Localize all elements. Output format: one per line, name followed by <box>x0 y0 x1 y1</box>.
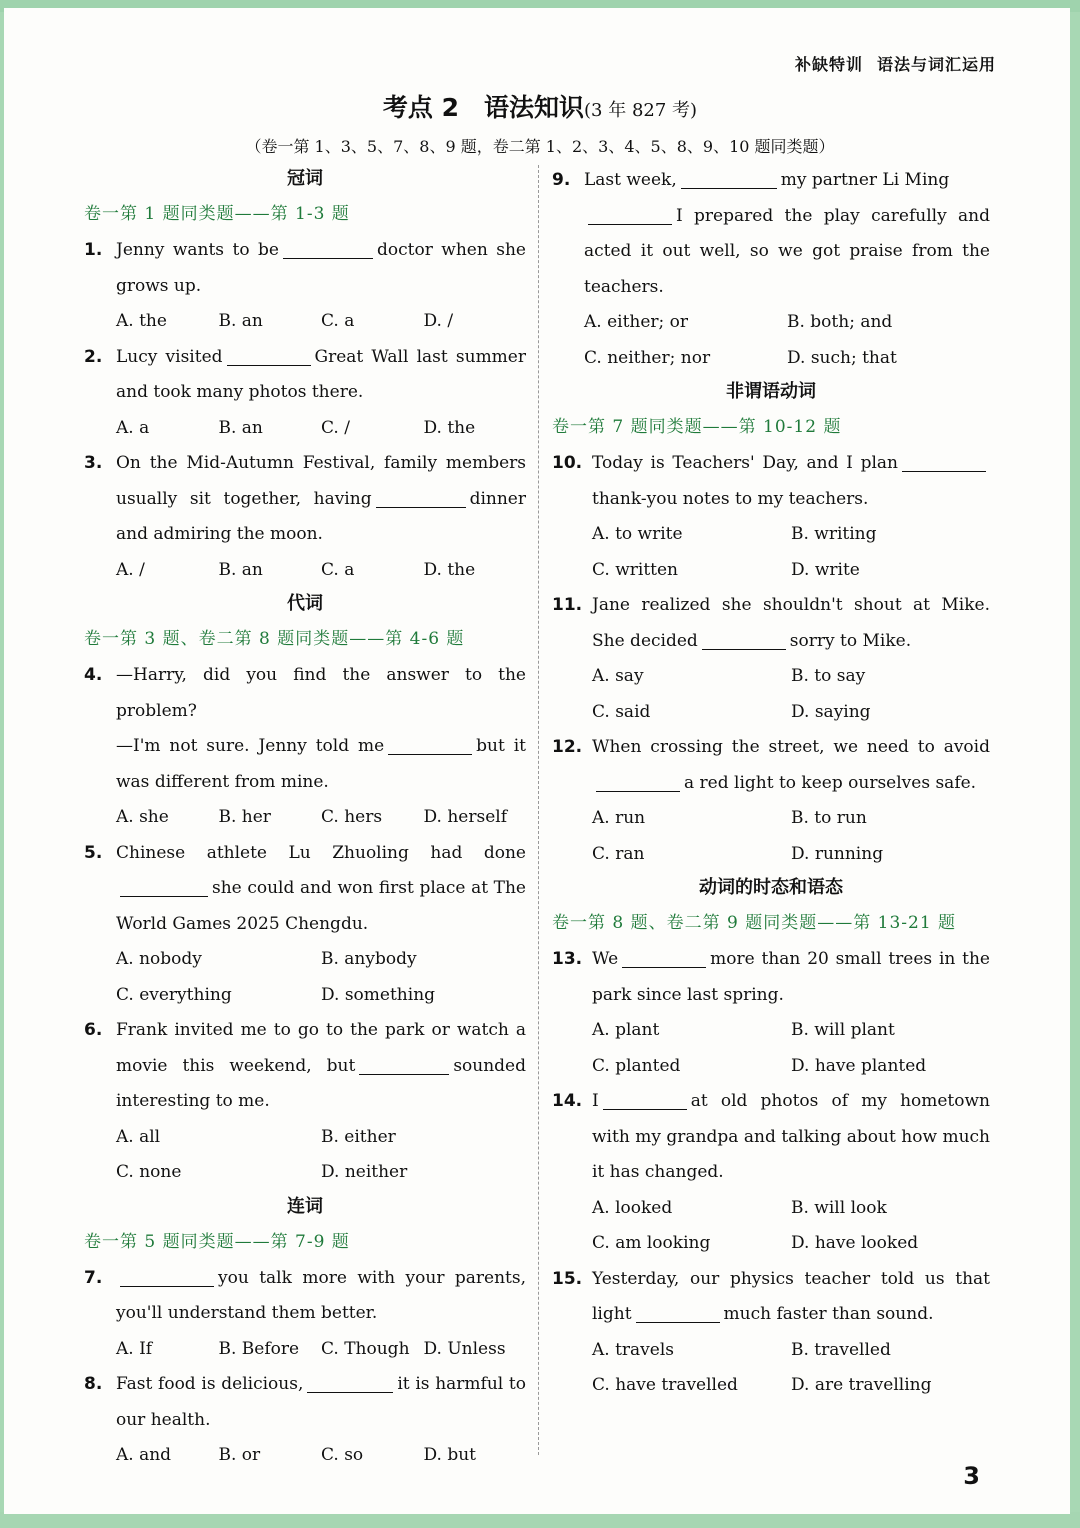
option: C. / <box>321 417 350 438</box>
question-number: 2. <box>84 346 103 367</box>
question-number: 4. <box>84 665 103 685</box>
question-number: 11. <box>552 595 583 615</box>
option: B. anybody <box>321 949 417 969</box>
question-14: 14. I at old photos of my hometown with my grandpa and talking about how much it has changed. <box>552 1084 990 1191</box>
option: C. a <box>321 559 355 580</box>
question-4: 4. —Harry, did you find the answer to the problem? —I'm not sure. Jenny told me but it was different from mine. <box>84 658 526 800</box>
section-sub-tense-voice: 卷一第 8 题、卷二第 9 题同类题——第 13-21 题 <box>552 913 957 933</box>
option: D. but <box>423 1445 476 1465</box>
answer-blank <box>227 348 311 366</box>
question-1: 1. Jenny wants to be doctor when she grows up. <box>84 233 526 304</box>
option: D. write <box>791 559 860 580</box>
question-12: 12. When crossing the street, we need to avoida red light to keep ourselves safe. <box>552 730 990 801</box>
option: A. looked <box>592 1197 673 1218</box>
option: A. / <box>116 559 145 580</box>
option: B. an <box>218 417 263 438</box>
question-15: 15. Yesterday, our physics teacher told us that light much faster than sound. <box>552 1262 990 1333</box>
option: C. neither; nor <box>584 347 711 368</box>
question-5: 5. Chinese athlete Lu Zhuoling had doneshe could and won first place at The World Games 2025 Chengdu. <box>84 836 526 943</box>
option: A. plant <box>592 1020 660 1040</box>
option: B. Before <box>218 1338 300 1359</box>
options-15 <box>552 1333 990 1404</box>
option: B. either <box>321 1126 396 1147</box>
options-5 <box>84 942 526 1013</box>
option: D. something <box>321 984 436 1005</box>
answer-blank <box>596 774 680 792</box>
option: B. or <box>218 1445 261 1465</box>
question-number: 12. <box>552 737 583 757</box>
option: D. the <box>423 559 476 580</box>
option: A. travels <box>592 1339 675 1360</box>
options-6 <box>84 1120 526 1191</box>
option: C. everything <box>116 984 232 1005</box>
option: A. the <box>116 311 167 331</box>
section-title-conjunctions: 连词 <box>287 1195 323 1217</box>
option: C. have travelled <box>592 1375 738 1395</box>
question-7: 7. you talk more with your parents, you'll understand them better. <box>84 1261 526 1332</box>
answer-blank <box>702 632 786 650</box>
option: A. either; or <box>584 312 689 332</box>
page-title <box>0 88 1080 124</box>
option: C. ran <box>592 843 645 864</box>
question-number: 6. <box>84 1020 103 1040</box>
bottom-color-band <box>0 1512 1080 1528</box>
option: B. to say <box>791 666 866 686</box>
option: D. saying <box>791 701 871 722</box>
header-right: 语法与词汇运用 <box>876 55 996 74</box>
option: B. an <box>218 311 263 331</box>
answer-blank <box>283 241 373 259</box>
answer-blank <box>376 490 466 508</box>
answer-blank <box>388 737 472 755</box>
answer-blank <box>120 1269 214 1287</box>
option: A. she <box>116 807 169 827</box>
page-subtitle: （卷一第 1、3、5、7、8、9 题，卷二第 1、2、3、4、5、8、9、10 题同类题） <box>245 137 835 156</box>
question-9: 9. Last week, my partner Li Ming I prepared the play carefully and acted it out well, so we got praise from the teachers. <box>552 163 990 305</box>
option: B. an <box>218 559 263 580</box>
question-number: 8. <box>84 1374 103 1394</box>
left-column <box>84 163 526 1474</box>
question-number: 3. <box>84 453 103 473</box>
options-11 <box>552 659 990 730</box>
question-3: 3. On the Mid-Autumn Festival, family members usually sit together, having dinner and admiring the moon. <box>84 446 526 553</box>
options-4 <box>84 800 526 836</box>
question-number: 1. <box>84 240 103 260</box>
question-10: 10. Today is Teachers' Day, and I planthank-you notes to my teachers. <box>552 446 990 517</box>
options-7 <box>84 1332 526 1368</box>
option: A. If <box>116 1338 153 1359</box>
answer-blank <box>588 207 672 225</box>
section-title-tense-voice: 动词的时态和语态 <box>699 877 843 898</box>
option: C. said <box>592 701 651 722</box>
column-divider <box>538 165 539 1455</box>
question-number: 15. <box>552 1268 583 1289</box>
title-count: (3 年 827 考) <box>584 100 698 121</box>
right-column <box>552 163 990 1404</box>
option: B. to run <box>791 808 867 828</box>
option: A. all <box>116 1126 161 1147</box>
question-8: 8. Fast food is delicious, it is harmful to our health. <box>84 1367 526 1438</box>
option: A. and <box>116 1445 172 1465</box>
options-8 <box>84 1438 526 1474</box>
option: D. / <box>423 311 454 331</box>
answer-blank <box>359 1057 449 1075</box>
option: C. none <box>116 1162 182 1182</box>
question-13: 13. We more than 20 small trees in the park since last spring. <box>552 942 990 1013</box>
option: D. are travelling <box>791 1375 932 1395</box>
answer-blank <box>681 171 777 189</box>
options-12 <box>552 801 990 872</box>
option: D. have planted <box>791 1055 927 1076</box>
question-number: 5. <box>84 842 103 863</box>
option: D. such; that <box>787 347 897 368</box>
option: A. run <box>592 808 646 828</box>
option: D. the <box>423 417 476 438</box>
option: D. neither <box>321 1162 408 1182</box>
option: C. planted <box>592 1055 681 1076</box>
answer-blank <box>902 454 986 472</box>
section-title-articles: 冠词 <box>287 168 323 189</box>
question-number: 7. <box>84 1267 103 1288</box>
option: C. Though <box>321 1338 410 1359</box>
question-6: 6. Frank invited me to go to the park or watch a movie this weekend, but sounded interesting to me. <box>84 1013 526 1120</box>
option: C. a <box>321 311 355 331</box>
section-title-nonfinite-verbs: 非谓语动词 <box>726 381 816 402</box>
answer-blank <box>307 1375 393 1393</box>
page-number: 3 <box>963 1462 980 1490</box>
option: A. to write <box>592 524 683 544</box>
option: D. have looked <box>791 1233 919 1253</box>
option: B. writing <box>791 524 877 544</box>
options-2 <box>84 411 526 447</box>
question-number: 10. <box>552 453 583 473</box>
option: B. will look <box>791 1197 887 1218</box>
option: C. hers <box>321 807 383 827</box>
options-1 <box>84 304 526 340</box>
question-11: 11. Jane realized she shouldn't shout at Mike. She decided sorry to Mike. <box>552 588 990 659</box>
option: B. will plant <box>791 1020 895 1040</box>
option: C. so <box>321 1445 364 1465</box>
section-sub-nonfinite-verbs: 卷一第 7 题同类题——第 10-12 题 <box>552 417 842 437</box>
option: B. travelled <box>791 1339 891 1360</box>
title-main: 考点 2 语法知识 <box>382 93 585 122</box>
options-14 <box>552 1191 990 1262</box>
option: B. her <box>218 807 271 827</box>
section-sub-articles: 卷一第 1 题同类题——第 1-3 题 <box>84 204 350 224</box>
section-sub-pronouns: 卷一第 3 题、卷二第 8 题同类题——第 4-6 题 <box>84 629 465 649</box>
option: C. written <box>592 559 678 580</box>
option: A. say <box>592 666 644 686</box>
section-sub-conjunctions: 卷一第 5 题同类题——第 7-9 题 <box>84 1231 350 1252</box>
option: A. nobody <box>116 949 202 969</box>
question-number: 13. <box>552 949 583 969</box>
question-number: 14. <box>552 1091 583 1111</box>
question-2: 2. Lucy visited Great Wall last summer and took many photos there. <box>84 340 526 411</box>
answer-blank <box>636 1305 720 1323</box>
running-header <box>795 52 996 75</box>
option: D. running <box>791 843 884 864</box>
option: D. herself <box>423 807 507 827</box>
options-10 <box>552 517 990 588</box>
options-3 <box>84 553 526 589</box>
option: A. a <box>116 417 150 438</box>
answer-blank <box>120 879 208 897</box>
option: B. both; and <box>787 312 893 332</box>
section-title-pronouns: 代词 <box>287 593 323 614</box>
options-9 <box>552 305 990 376</box>
answer-blank <box>603 1092 687 1110</box>
options-13 <box>552 1013 990 1084</box>
option: D. Unless <box>423 1338 506 1359</box>
header-left: 补缺特训 <box>794 55 863 74</box>
answer-blank <box>622 950 706 968</box>
option: C. am looking <box>592 1233 711 1253</box>
question-number: 9. <box>552 170 571 190</box>
